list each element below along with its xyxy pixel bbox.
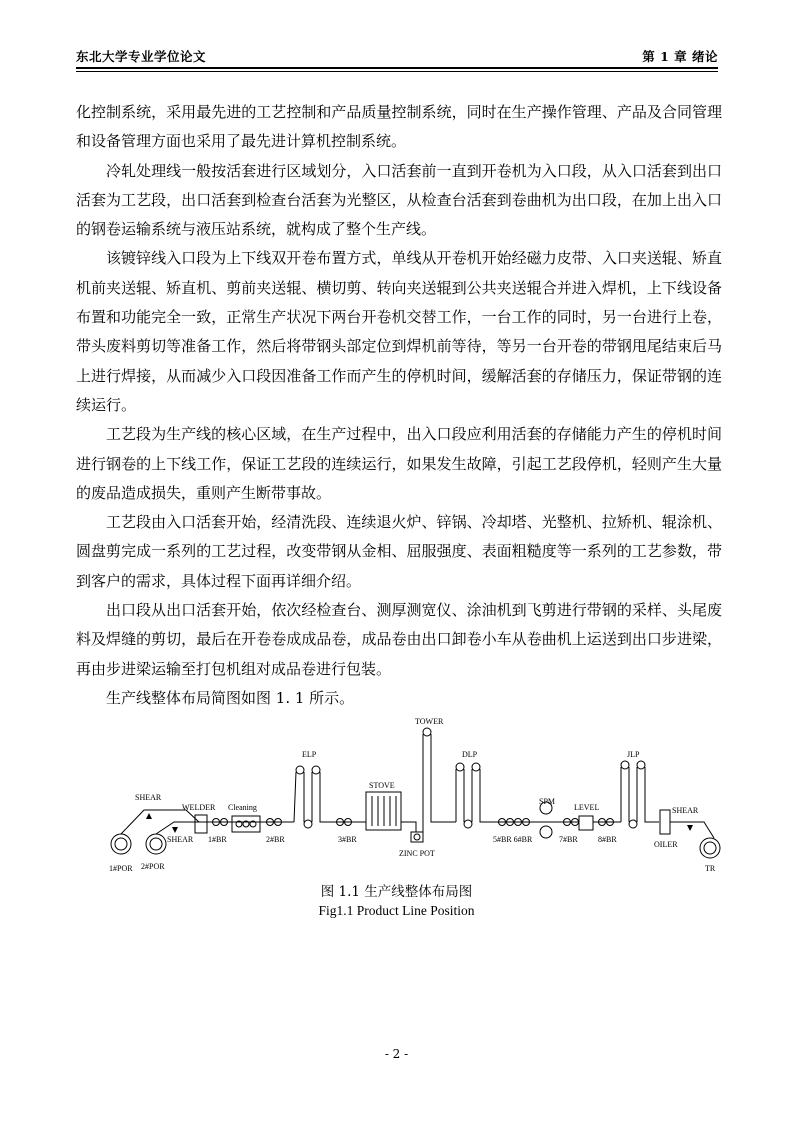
figure-caption-cn: 图 1.1 生产线整体布局图 <box>320 884 473 900</box>
label-br7: 7#BR <box>559 835 578 844</box>
label-level: LEVEL <box>574 803 600 812</box>
header-rule-thin <box>76 71 718 72</box>
body-text <box>76 98 722 713</box>
label-shear-right: SHEAR <box>672 806 699 815</box>
header-chapter: 第 1 章 绪论 <box>642 49 718 64</box>
label-dlp: DLP <box>462 750 478 759</box>
label-br2: 2#BR <box>266 835 285 844</box>
paragraph: 该镀锌线入口段为上下线双开卷布置方式，单线从开卷机开始经磁力皮带、入口夹送辊、矫直机前夹送辊、矫直机、剪前夹送辊、横切剪、转向夹送辊到公共夹送辊合并进入焊机，上下线设备布置和功能完全一致，正常生产状况下两台开卷机交替工作，一台工作的同时，另一台进行上卷，带头废料剪切等准备工作，然后将带钢头部定位到焊机前等待，等另一台开卷的带钢甩尾结束后马上进行焊接，从而减少入口段因准备工作而产生的停机时间，缓解活套的存储压力，保证带钢的连续运行。 <box>76 249 722 414</box>
label-shear-lower: SHEAR <box>167 835 194 844</box>
paragraph: 工艺段由入口活套开始，经清洗段、连续退火炉、锌锅、冷却塔、光整机、拉矫机、辊涂机、圆盘剪完成一系列的工艺过程，改变带钢从金相、屈服强度、表面粗糙度等一系列的工艺参数，带到客户的需求，具体过程下面再详细介绍。 <box>76 513 722 590</box>
label-tower: TOWER <box>415 717 444 726</box>
label-br8: 8#BR <box>598 835 617 844</box>
paragraph: 出口段从出口活套开始，依次经检查台、测厚测宽仪、涂油机到飞剪进行带钢的采样、头尾废料及焊缝的剪切，最后在开卷卷成成品卷，成品卷由出口卸卷小车从卷曲机上运送到出口步进梁，再由步进梁运输至打包机组对成品卷进行包装。 <box>76 601 722 678</box>
figure-caption-en: Fig1.1 Product Line Position <box>318 903 475 918</box>
paragraph: 工艺段为生产线的核心区域，在生产过程中，出入口段应利用活套的存储能力产生的停机时间进行钢卷的上下线工作，保证工艺段的连续运行，如果发生故障，引起工艺段停机，轻则产生大量的废品造成损失，重则产生断带事故。 <box>76 425 722 502</box>
label-shear-left: SHEAR <box>135 793 162 802</box>
paragraph: 化控制系统，采用最先进的工艺控制和产品质量控制系统，同时在生产操作管理、产品及合同管理和设备管理方面也采用了最先进计算机控制系统。 <box>76 103 722 151</box>
label-tr: TR <box>705 864 716 873</box>
label-cleaning: Cleaning <box>228 803 257 812</box>
label-oiler: OILER <box>654 840 678 849</box>
header-university: 东北大学专业学位论文 <box>76 49 207 64</box>
page-header <box>76 47 718 67</box>
label-jlp: JLP <box>627 750 640 759</box>
production-line-diagram <box>104 712 724 877</box>
page-number: - 2 - <box>384 1047 409 1061</box>
label-por1: 1#POR <box>109 864 133 873</box>
paragraph: 生产线整体布局简图如图 1. 1 所示。 <box>106 688 355 707</box>
label-stove: STOVE <box>369 781 395 790</box>
label-por2: 2#POR <box>141 862 165 871</box>
label-br56: 5#BR 6#BR <box>493 835 533 844</box>
label-zinc-pot: ZINC POT <box>399 849 435 858</box>
label-br3: 3#BR <box>338 835 357 844</box>
paragraph: 冷轧处理线一般按活套进行区域划分，入口活套前一直到开卷机为入口段，从入口活套到出口活套为工艺段，出口活套到检查台活套为光整区，从检查台活套到卷曲机为出口段，在加上出入口的钢卷运输系统与液压站系统，就构成了整个生产线。 <box>76 161 722 239</box>
label-br1: 1#BR <box>208 835 227 844</box>
label-spm: SPM <box>539 797 556 806</box>
label-elp: ELP <box>302 750 317 759</box>
label-welder: WELDER <box>182 803 216 812</box>
header-rule-thick <box>76 67 718 69</box>
